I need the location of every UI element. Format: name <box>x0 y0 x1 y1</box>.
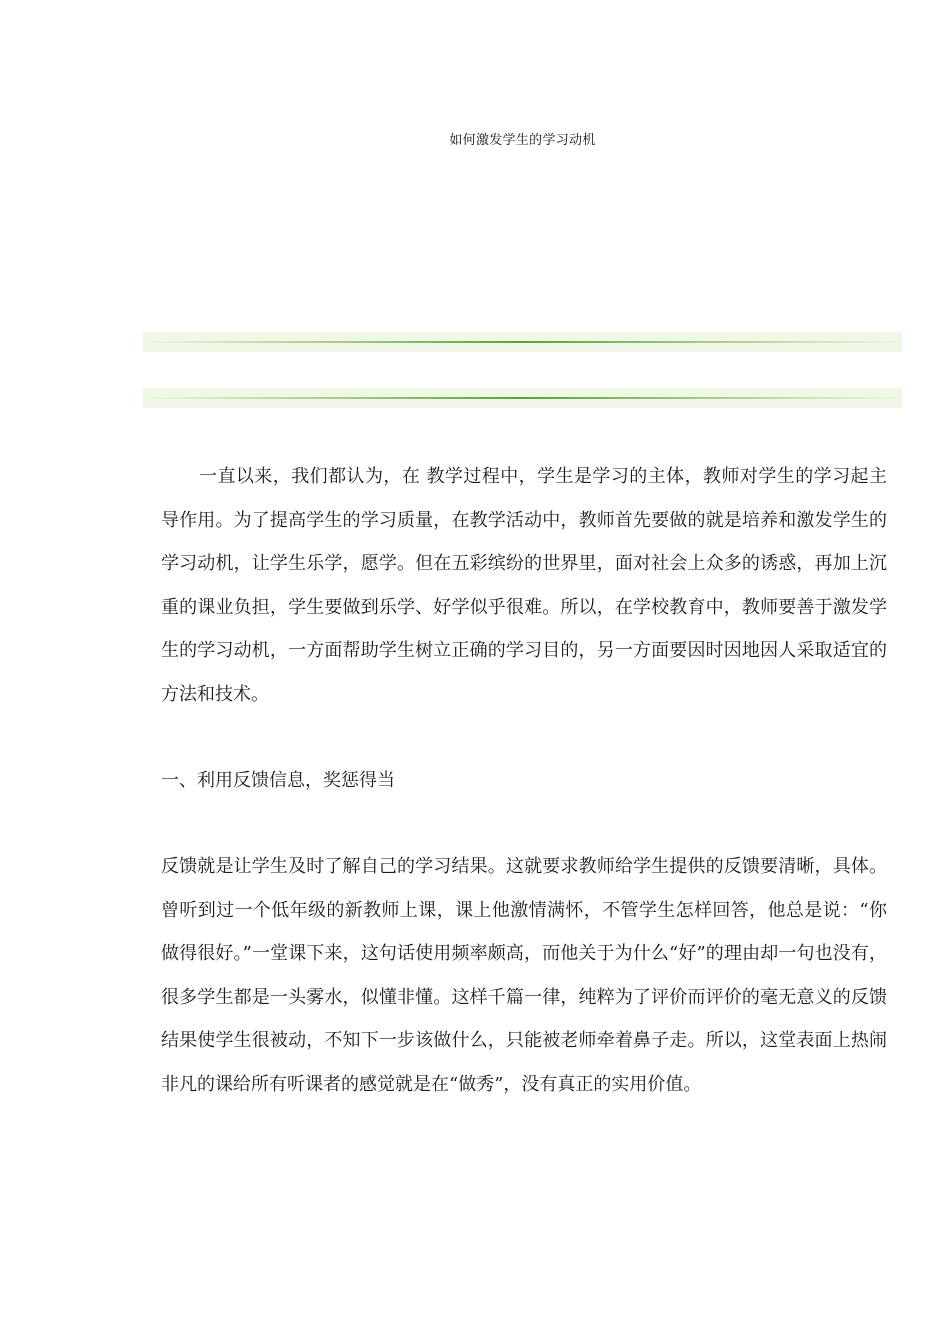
section-body-paragraph: 反馈就是让学生及时了解自己的学习结果。这就要求教师给学生提供的反馈要清晰，具体。曾听到过一个低年级的新教师上课，课上他激情满怀，不管学生怎样回答，他总是说：“你做得很好。”一堂课下来，这句话使用频率颇高，而他关于为什么“好”的理由却一句也没有，很多学生都是一头雾水，似懂非懂。这样千篇一律，纯粹为了评价而评价的毫无意义的反馈结果使学生很被动，不知下一步该做什么，只能被老师牵着鼻子走。所以，这堂表面上热闹非凡的课给所有听课者的感觉就是在“做秀”，没有真正的实用价值。 <box>161 856 887 1095</box>
divider-line <box>143 341 902 343</box>
section-heading: 一、利用反馈信息，奖惩得当 <box>161 770 395 791</box>
intro-paragraph: 一直以来，我们都认为，在 教学过程中，学生是学习的主体，教师对学生的学习起主导作用。为了提高学生的学习质量，在教学活动中，教师首先要做的就是培养和激发学生的学习动机，让学生乐学，愿学。但在五彩缤纷的世界里，面对社会上众多的诱惑，再加上沉重的课业负担，学生要做到乐学、好学似乎很难。所以，在学校教育中，教师要善于激发学生的学习动机，一方面帮助学生树立正确的学习目的，另一方面要因时因地因人采取适宜的方法和技术。 <box>161 466 887 705</box>
decorative-divider <box>143 388 902 408</box>
decorative-divider <box>143 332 902 352</box>
divider-line <box>143 397 902 399</box>
document-title: 如何激发学生的学习动机 <box>449 133 596 148</box>
